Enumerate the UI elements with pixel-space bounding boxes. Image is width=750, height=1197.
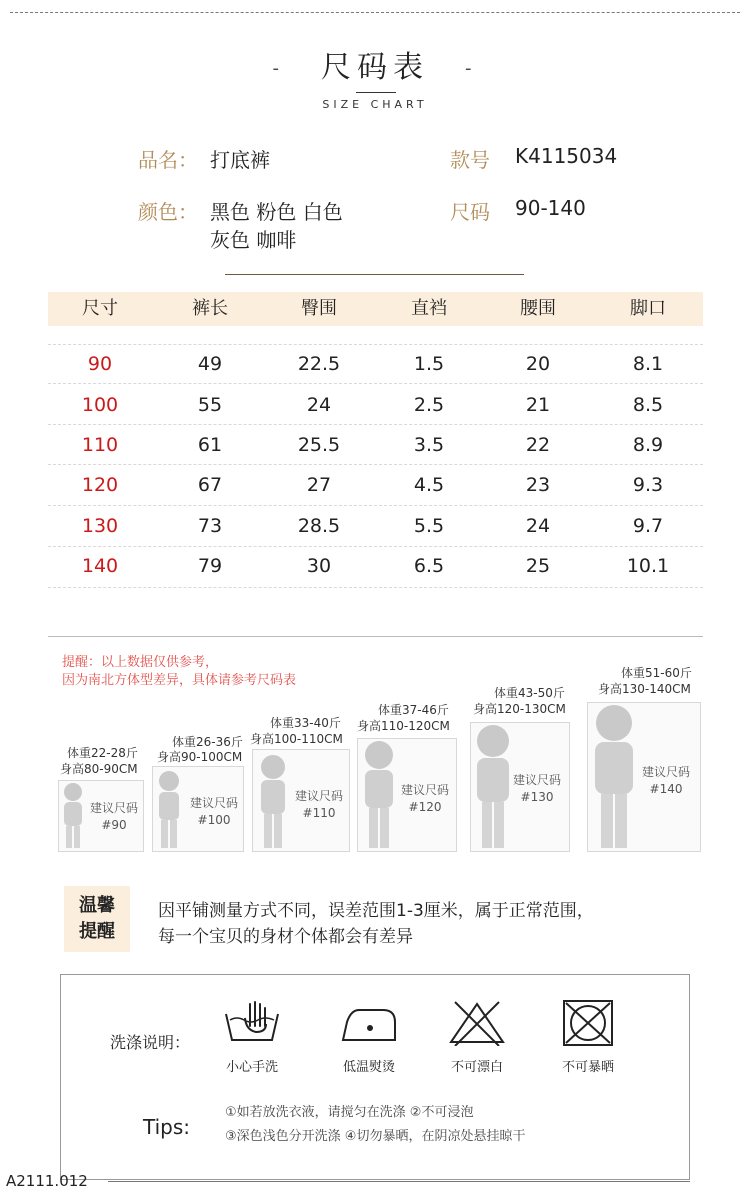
page-title [0, 42, 750, 86]
child-silhouette-icon [58, 780, 88, 852]
product-code: A2111.012 [6, 1172, 88, 1190]
height-text: 身高120-130CM [473, 702, 566, 716]
tips-line: ③深色浅色分开洗涤 ④切勿暴晒，在阴凉处悬挂晾干 [225, 1129, 526, 1144]
table-cell: 73 [197, 515, 223, 537]
row-divider [48, 464, 703, 465]
product-name-value: 打底裤 [210, 148, 270, 172]
suggested-size-label: 建议尺码 [512, 773, 561, 787]
table-cell-size: 140 [81, 555, 119, 577]
weight-text: 体重43-50斤 [494, 686, 565, 700]
badge-line: 温馨 [79, 895, 115, 916]
suggested-size-label: 建议尺码 [294, 789, 343, 803]
style-number-label: 款号 [450, 148, 490, 172]
table-cell-size: 120 [81, 474, 119, 496]
notice-line: 每一个宝贝的身材个体都会有差异 [158, 927, 413, 947]
title-underline [356, 92, 396, 93]
column-header: 尺寸 [82, 298, 118, 319]
care-label: 洗涤说明： [110, 1033, 191, 1052]
column-header: 裤长 [192, 298, 228, 319]
suggested-size-value: #110 [302, 806, 336, 820]
suggested-size-label: 建议尺码 [189, 796, 238, 810]
tips-label: Tips: [143, 1115, 191, 1139]
height-text: 身高80-90CM [60, 762, 138, 776]
care-caption: 不可漂白 [450, 1060, 503, 1075]
table-cell: 4.5 [413, 474, 445, 496]
height-text: 身高100-110CM [250, 732, 343, 746]
top-dashed-divider [10, 12, 740, 13]
suggested-size-label: 建议尺码 [641, 765, 690, 779]
column-header: 臀围 [301, 298, 337, 319]
reminder-line: 因为南北方体型差异，具体请参考尺码表 [62, 673, 297, 688]
title-dash-right: - [465, 58, 478, 79]
tips-line: ①如若放洗衣液，请搅匀在洗涤 ②不可浸泡 [225, 1105, 474, 1120]
care-caption: 小心手洗 [225, 1060, 278, 1075]
table-cell-size: 110 [81, 434, 119, 456]
table-cell: 8.9 [632, 434, 664, 456]
title-dash-left: - [272, 58, 285, 79]
color-value-line1: 黑色 粉色 白色 [210, 200, 343, 224]
table-cell: 10.1 [626, 555, 670, 577]
care-item [319, 1000, 419, 1075]
table-cell: 25 [525, 555, 551, 577]
table-cell: 28.5 [297, 515, 341, 537]
column-header: 腰围 [520, 298, 556, 319]
suggested-size-value: #130 [520, 790, 554, 804]
height-text: 身高130-140CM [598, 682, 691, 696]
table-cell: 21 [525, 394, 551, 416]
table-cell: 8.5 [632, 394, 664, 416]
table-cell: 61 [197, 434, 223, 456]
care-item [202, 1000, 302, 1075]
no-bleach-icon [447, 1000, 507, 1046]
row-divider [48, 383, 703, 384]
child-silhouette-icon [152, 768, 186, 850]
weight-text: 体重37-46斤 [378, 703, 449, 717]
row-divider [48, 505, 703, 506]
care-caption: 不可暴晒 [561, 1060, 614, 1075]
table-cell: 5.5 [413, 515, 445, 537]
table-cell: 22.5 [297, 353, 341, 375]
title-text: 尺码表 [321, 50, 429, 85]
child-silhouette-icon [588, 702, 640, 850]
table-cell: 67 [197, 474, 223, 496]
notice-line: 因平铺测量方式不同，误差范围1-3厘米，属于正常范围， [158, 901, 594, 921]
weight-text: 体重22-28斤 [67, 746, 138, 760]
table-cell: 1.5 [413, 353, 445, 375]
table-cell-size: 90 [87, 353, 113, 375]
column-header: 脚口 [630, 298, 666, 319]
care-tips [225, 1101, 525, 1149]
table-cell-size: 130 [81, 515, 119, 537]
table-cell-size: 100 [81, 394, 119, 416]
height-text: 身高110-120CM [357, 719, 450, 733]
size-range-label: 尺码 [450, 200, 490, 224]
weight-text: 体重33-40斤 [270, 716, 341, 730]
column-header: 直裆 [411, 298, 447, 319]
measurement-notice [158, 898, 594, 950]
suggested-size-value: #100 [197, 813, 231, 827]
table-cell: 9.3 [632, 474, 664, 496]
product-name-label: 品名： [138, 148, 198, 172]
page-subtitle: SIZE CHART [322, 98, 428, 111]
color-label: 颜色： [138, 200, 198, 224]
height-text: 身高90-100CM [157, 750, 243, 764]
table-cell: 24 [306, 394, 332, 416]
child-silhouette-icon [254, 752, 292, 850]
table-cell: 55 [197, 394, 223, 416]
bottom-divider [108, 1181, 690, 1182]
row-divider [48, 546, 703, 547]
weight-text: 体重26-36斤 [172, 735, 243, 749]
suggested-size-value: #140 [649, 782, 683, 796]
care-item [427, 1000, 527, 1075]
info-divider [225, 274, 524, 275]
warm-reminder-badge [64, 886, 130, 952]
no-tumble-dry-icon [558, 1000, 618, 1046]
low-iron-icon [339, 1000, 399, 1046]
section-divider [48, 636, 703, 637]
child-silhouette-icon [358, 738, 400, 850]
suggested-size-value: #120 [408, 800, 442, 814]
size-range-value: 90-140 [515, 196, 586, 220]
table-cell: 22 [525, 434, 551, 456]
reminder-line: 提醒：以上数据仅供参考， [62, 655, 219, 670]
reference-reminder [62, 654, 296, 690]
care-caption: 低温熨烫 [342, 1060, 395, 1075]
color-value-line2: 灰色 咖啡 [210, 228, 297, 252]
suggested-size-label: 建议尺码 [89, 801, 138, 815]
table-cell: 2.5 [413, 394, 445, 416]
table-cell: 20 [525, 353, 551, 375]
hand-wash-icon [222, 1000, 282, 1046]
table-cell: 79 [197, 555, 223, 577]
size-table-header [48, 292, 703, 326]
suggested-size-value: #90 [101, 818, 127, 832]
row-divider [48, 424, 703, 425]
table-cell: 30 [306, 555, 332, 577]
badge-line: 提醒 [79, 921, 115, 942]
table-cell: 6.5 [413, 555, 445, 577]
row-divider [48, 344, 703, 345]
table-cell: 27 [306, 474, 332, 496]
table-cell: 3.5 [413, 434, 445, 456]
table-cell: 49 [197, 353, 223, 375]
table-cell: 25.5 [297, 434, 341, 456]
table-cell: 9.7 [632, 515, 664, 537]
row-divider [48, 587, 703, 588]
table-cell: 8.1 [632, 353, 664, 375]
table-cell: 24 [525, 515, 551, 537]
suggested-size-label: 建议尺码 [400, 783, 449, 797]
care-item [538, 1000, 638, 1075]
weight-text: 体重51-60斤 [621, 666, 692, 680]
style-number-value: K4115034 [515, 144, 618, 168]
table-cell: 23 [525, 474, 551, 496]
